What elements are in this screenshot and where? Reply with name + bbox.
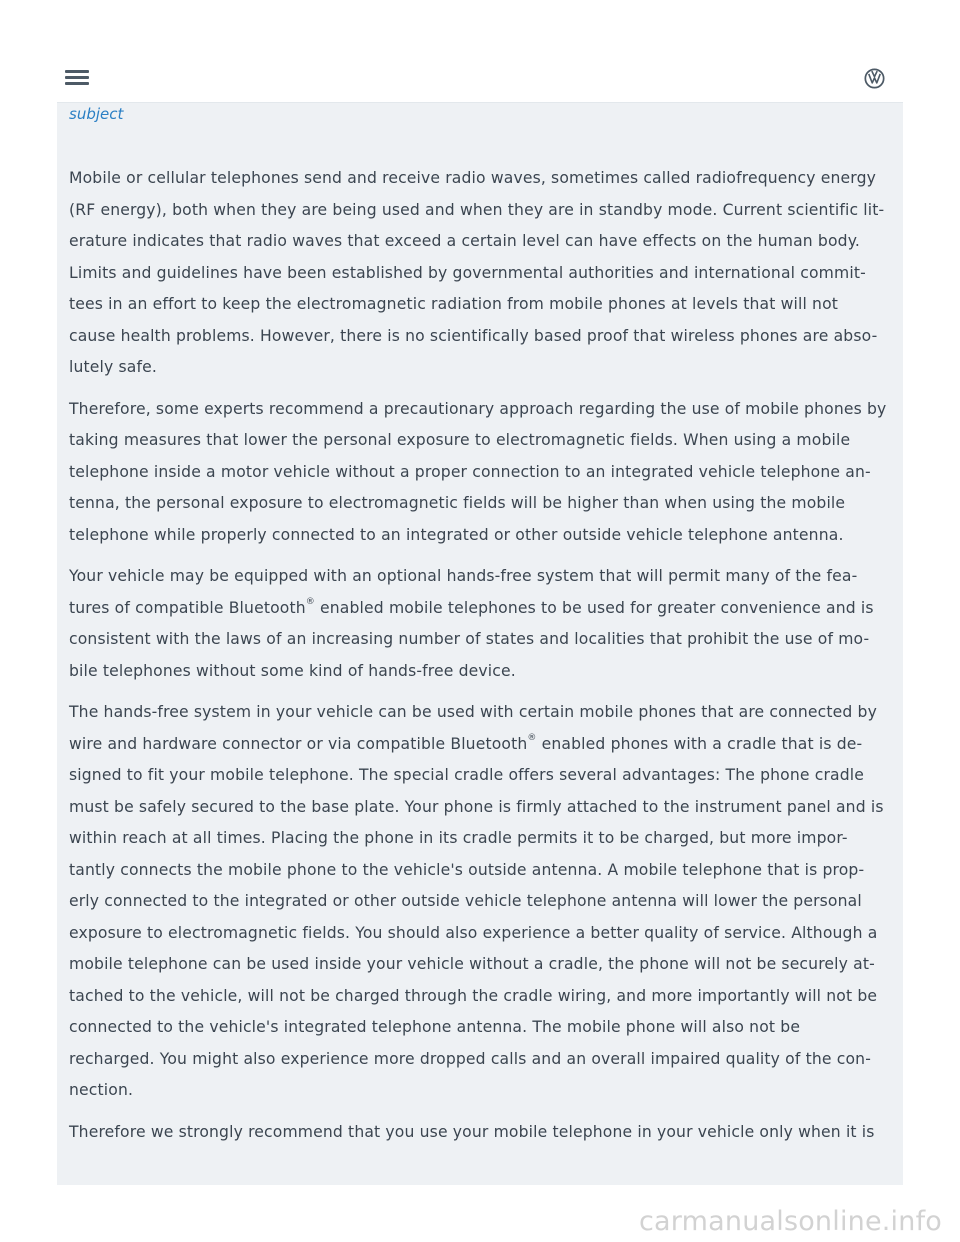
subject-heading: subject xyxy=(69,105,124,123)
text-line xyxy=(69,593,901,625)
text-line: must be safely secured to the base plate. Your phone is firmly attached to the instrument panel and is xyxy=(69,797,884,816)
text-line: Therefore we strongly recommend that you use your mobile telephone in your vehicle only when it is xyxy=(69,1122,875,1141)
text-line: cause health problems. However, there is no scientifically based proof that wireless phones are abso- xyxy=(69,326,878,345)
paragraph xyxy=(69,561,901,687)
watermark: carmanualsonline.info xyxy=(639,1206,942,1237)
text-line: Mobile or cellular telephones send and receive radio waves, sometimes called radiofrequency energy xyxy=(69,169,877,187)
text-line: Therefore, some experts recommend a precautionary approach regarding the use of mobile phones by xyxy=(69,399,887,418)
text-line xyxy=(69,729,901,761)
text-line: telephone while properly connected to an integrated or other outside vehicle telephone antenna. xyxy=(69,525,844,544)
text-segment: enabled phones with a cradle that is de- xyxy=(536,734,863,753)
text-line: mobile telephone can be used inside your vehicle without a cradle, the phone will not be securely at- xyxy=(69,955,875,973)
text-line: nection. xyxy=(69,1081,134,1099)
text-line: The hands-free system in your vehicle can be used with certain mobile phones that are connected by xyxy=(69,703,877,721)
paragraph xyxy=(69,394,901,552)
text-line: signed to fit your mobile telephone. The special cradle offers several advantages: The phone cradle xyxy=(69,766,865,784)
text-line: erature indicates that radio waves that exceed a certain level can have effects on the human body. xyxy=(69,232,860,250)
document-content xyxy=(57,103,903,1185)
body-text xyxy=(69,163,901,1158)
registered-mark: ® xyxy=(527,733,537,744)
text-line: Your vehicle may be equipped with an optional hands-free system that will permit many of the fea- xyxy=(69,567,858,585)
paragraph xyxy=(69,697,901,1107)
paragraph xyxy=(69,1117,901,1149)
text-line: tantly connects the mobile phone to the vehicle's outside antenna. A mobile telephone that is prop- xyxy=(69,860,865,879)
text-segment: tures of compatible Bluetooth xyxy=(69,598,306,617)
text-line: tenna, the personal exposure to electromagnetic fields will be higher than when using the mobile xyxy=(69,494,846,512)
paragraph xyxy=(69,163,901,384)
text-line: erly connected to the integrated or other outside vehicle telephone antenna will lower the personal xyxy=(69,892,862,910)
registered-mark: ® xyxy=(305,597,315,608)
text-line: consistent with the laws of an increasing number of states and localities that prohibit the use of mo- xyxy=(69,630,870,648)
text-line: (RF energy), both when they are being used and when they are in standby mode. Current scientific lit- xyxy=(69,200,885,219)
text-line: exposure to electromagnetic fields. You should also experience a better quality of service. Although a xyxy=(69,923,878,942)
text-line: lutely safe. xyxy=(69,358,157,376)
text-segment: wire and hardware connector or via compatible Bluetooth xyxy=(69,734,528,753)
hamburger-menu-icon[interactable] xyxy=(65,68,91,88)
text-segment: enabled mobile telephones to be used for greater convenience and is xyxy=(314,598,874,617)
text-line: Limits and guidelines have been established by governmental authorities and international commit- xyxy=(69,263,866,282)
top-bar xyxy=(57,55,903,103)
text-line: telephone inside a motor vehicle without a proper connection to an integrated vehicle telephone an- xyxy=(69,462,871,481)
text-line: tached to the vehicle, will not be charged through the cradle wiring, and more importantly will not be xyxy=(69,986,878,1005)
vw-logo-icon[interactable] xyxy=(864,68,885,89)
text-line: connected to the vehicle's integrated telephone antenna. The mobile phone will also not be xyxy=(69,1018,801,1036)
text-line: recharged. You might also experience more dropped calls and an overall impaired quality of the con- xyxy=(69,1049,871,1068)
text-line: taking measures that lower the personal exposure to electromagnetic fields. When using a mobile xyxy=(69,431,851,449)
text-line: bile telephones without some kind of hands-free device. xyxy=(69,661,516,680)
text-line: tees in an effort to keep the electromagnetic radiation from mobile phones at levels that will not xyxy=(69,295,839,313)
text-line: within reach at all times. Placing the phone in its cradle permits it to be charged, but more impor- xyxy=(69,829,848,847)
